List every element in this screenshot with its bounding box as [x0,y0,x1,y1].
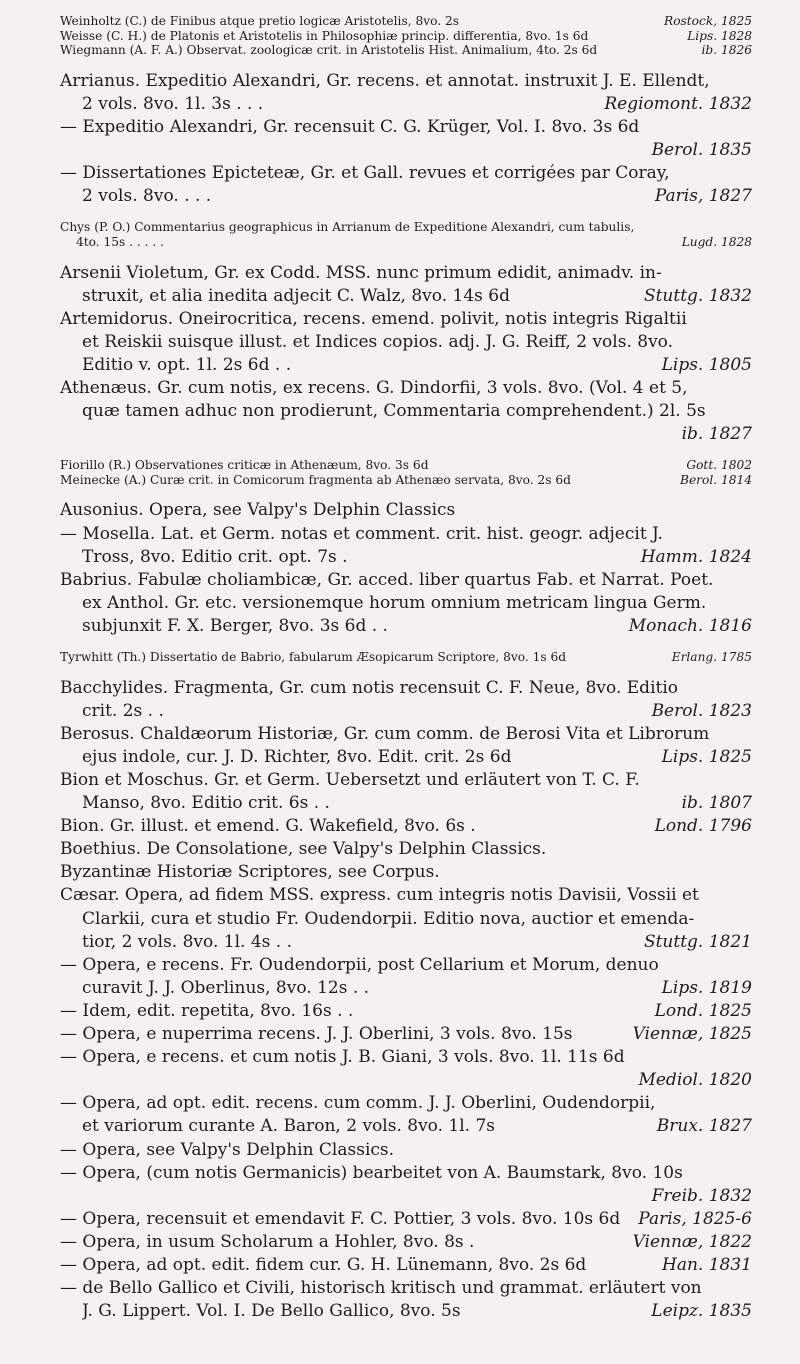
catalogue-entry [60,458,752,473]
entry-line [60,1185,752,1208]
entry-line [60,1139,752,1162]
small-print-section [60,14,752,58]
entry-imprint: Lips. 1825 [661,746,752,767]
entry-line [60,723,752,746]
main-entry-section [60,499,752,638]
entry-imprint: Freib. 1832 [651,1185,752,1206]
entry-line [60,29,752,44]
catalogue-entry [60,815,752,838]
entry-line [60,1300,752,1323]
section-gap [60,665,752,677]
entry-imprint: Brux. 1827 [656,1116,752,1137]
entry-text: Meinecke (A.) Curæ crit. in Comicorum fragmenta ab Athenæo servata, 8vo. 2s 6d [60,472,571,487]
small-print-section [60,650,752,665]
entry-line [60,977,752,1000]
entry-text: 4to. 15s . . . . . [76,234,165,249]
catalogue-entry [60,70,752,116]
entry-imprint: Regiomont. 1832 [604,93,752,114]
entry-line [60,14,752,29]
entry-text: Boethius. De Consolatione, see Valpy's Delphin Classics. [60,839,547,860]
entry-line [60,884,752,907]
entry-line [60,139,752,162]
entry-text: 2 vols. 8vo. 1l. 3s . . . [82,93,264,114]
entry-imprint: Viennæ, 1822 [632,1231,752,1252]
entry-imprint: Hamm. 1824 [640,546,752,567]
entry-text: — Opera, e recens. Fr. Oudendorpii, post Cellarium et Morum, denuo [60,954,659,975]
entry-text: 2 vols. 8vo. . . . [82,186,212,207]
section-gap [60,58,752,70]
catalogue-entry [60,1139,752,1162]
section-gap [60,638,752,650]
entry-text: crit. 2s . . [82,700,164,721]
entry-text: — Opera, (cum notis Germanicis) bearbeitet von A. Baumstark, 8vo. 10s [60,1162,683,1183]
catalogue-entry [60,220,752,249]
entry-line [60,473,752,488]
entry-line [60,650,752,665]
entry-text: Clarkii, cura et studio Fr. Oudendorpii. Editio nova, auctior et emenda- [82,908,695,929]
catalogue-entry [60,43,752,58]
entry-line [60,354,752,377]
entry-text: ejus indole, cur. J. D. Richter, 8vo. Edit. crit. 2s 6d [82,746,512,767]
catalogue-entry [60,14,752,29]
entry-text: — Opera, ad opt. edit. fidem cur. G. H. Lünemann, 8vo. 2s 6d [60,1254,587,1275]
catalogue-entry [60,769,752,815]
entry-line [60,308,752,331]
entry-line [60,1069,752,1092]
entry-line [60,1254,752,1277]
catalogue-entry [60,308,752,377]
entry-line [60,220,752,235]
entry-imprint: Stuttg. 1832 [643,285,752,306]
entry-line [60,931,752,954]
section-gap [60,250,752,262]
entry-line [60,1115,752,1138]
entry-text: Weisse (C. H.) de Platonis et Aristotelis in Philosophiæ princip. differentia, 8vo. 1s 6d [60,28,589,43]
catalogue-entry [60,1000,752,1023]
catalogue-entry [60,1208,752,1231]
entry-text: — de Bello Gallico et Civili, historisch kritisch und grammat. erläutert von [60,1278,702,1299]
entry-line [60,1162,752,1185]
entry-line [60,838,752,861]
entry-text: Bion et Moschus. Gr. et Germ. Uebersetzt und erläutert von T. C. F. [60,770,640,790]
entry-line [60,235,752,250]
entry-text: Cæsar. Opera, ad fidem MSS. express. cum integris notis Davisii, Vossii et [60,885,699,906]
catalogue-entry [60,1254,752,1277]
entry-text: J. G. Lippert. Vol. I. De Bello Gallico, 8vo. 5s [82,1301,461,1322]
entry-line [60,331,752,354]
entry-text: Tross, 8vo. Editio crit. opt. 7s . [82,546,348,567]
entry-line [60,43,752,58]
entry-text: struxit, et alia inedita adjecit C. Walz, 8vo. 14s 6d [82,285,510,306]
entry-line [60,746,752,769]
entry-imprint: Berol. 1814 [680,472,752,487]
entry-line [60,116,752,139]
main-entry-section [60,262,752,447]
entry-line [60,908,752,931]
entry-text: Byzantinæ Historiæ Scriptores, see Corpus. [60,862,440,883]
entry-line [60,615,752,638]
entry-line [60,815,752,838]
entry-line [60,377,752,400]
entry-line [60,185,752,208]
entry-line [60,1000,752,1023]
entry-line [60,400,752,423]
entry-line [60,1231,752,1254]
entry-text: — Expeditio Alexandri, Gr. recensuit C. G. Krüger, Vol. I. 8vo. 3s 6d [60,116,640,137]
entry-text: — Mosella. Lat. et Germ. notas et comment. crit. hist. geogr. adjecit J. [60,523,663,544]
entry-text: et Reiskii suisque illust. et Indices copios. adj. J. G. Reiff, 2 vols. 8vo. [82,331,674,352]
catalogue-entry [60,473,752,488]
entry-line [60,70,752,93]
entry-line [60,792,752,815]
entry-text: — Opera, see Valpy's Delphin Classics. [60,1139,395,1160]
entry-line [60,700,752,723]
entry-text: tior, 2 vols. 8vo. 1l. 4s . . [82,931,292,952]
entry-text: — Opera, ad opt. edit. recens. cum comm. J. J. Oberlini, Oudendorpii, [60,1093,656,1114]
small-print-section [60,458,752,487]
entry-text: Ausonius. Opera, see Valpy's Delphin Classics [60,500,456,521]
entry-imprint: Erlang. 1785 [671,650,752,665]
catalogue-entry [60,162,752,208]
entry-line [60,592,752,615]
entry-line [60,93,752,116]
entry-text: Arsenii Violetum, Gr. ex Codd. MSS. nunc primum edidit, animadv. in- [60,262,662,283]
entry-text: Artemidorus. Oneirocritica, recens. emend. polivit, notis integris Rigaltii [60,308,687,329]
entry-imprint: Gott. 1802 [686,458,752,473]
entry-line [60,1277,752,1300]
entry-imprint: Berol. 1835 [651,140,752,161]
entry-text: — Opera, e nuperrima recens. J. J. Oberlini, 3 vols. 8vo. 15s [60,1024,573,1045]
entry-text: Athenæus. Gr. cum notis, ex recens. G. Dindorfii, 3 vols. 8vo. (Vol. 4 et 5, [60,378,688,398]
entry-imprint: ib. 1827 [681,424,752,445]
entry-line [60,1046,752,1069]
entry-imprint: Stuttg. 1821 [643,931,752,952]
main-entry-section [60,677,752,1324]
catalogue-entry [60,650,752,665]
catalogue-entry [60,677,752,723]
catalogue-entry [60,1023,752,1046]
catalogue-entry [60,569,752,638]
entry-text: Fiorillo (R.) Observationes criticæ in Athenæum, 8vo. 3s 6d [60,458,429,473]
catalogue-entry [60,954,752,1000]
entry-line [60,1208,752,1231]
entry-imprint: Viennæ, 1825 [632,1024,752,1045]
entry-imprint: ib. 1826 [701,43,752,58]
entry-text: Chys (P. O.) Commentarius geographicus in Arrianum de Expeditione Alexandri, cum tabulis, [60,220,635,235]
entry-imprint: Lond. 1796 [654,816,752,837]
entry-imprint: Leipz. 1835 [651,1301,752,1322]
catalogue-entry [60,523,752,569]
catalogue-entry [60,499,752,522]
catalogue-entry [60,262,752,308]
entry-text: curavit J. J. Oberlinus, 8vo. 12s . . [82,977,370,998]
entry-text: — Idem, edit. repetita, 8vo. 16s . . [60,1000,354,1021]
entry-text: Bion. Gr. illust. et emend. G. Wakefield, 8vo. 6s . [60,816,476,837]
entry-imprint: Berol. 1823 [651,700,752,721]
entry-text: Babrius. Fabulæ choliambicæ, Gr. acced. liber quartus Fab. et Narrat. Poet. [60,569,714,590]
entry-imprint: Mediol. 1820 [638,1070,752,1091]
entry-text: Bacchylides. Fragmenta, Gr. cum notis recensuit C. F. Neue, 8vo. Editio [60,677,679,698]
entry-text: Arrianus. Expeditio Alexandri, Gr. recens. et annotat. instruxit J. E. Ellendt, [60,70,710,91]
catalogue-entry [60,884,752,953]
entry-text: — Opera, recensuit et emendavit F. C. Pottier, 3 vols. 8vo. 10s 6d [60,1208,621,1229]
entry-line [60,523,752,546]
entry-line [60,285,752,308]
catalogue-entry [60,1046,752,1092]
entry-imprint: Lond. 1825 [654,1000,752,1021]
catalogue-entry [60,1277,752,1323]
catalogue-entry [60,1162,752,1208]
entry-line [60,769,752,792]
entry-imprint: Lips. 1805 [661,354,752,375]
entry-imprint: Han. 1831 [662,1254,752,1275]
entry-text: Tyrwhitt (Th.) Dissertatio de Babrio, fabularum Æsopicarum Scriptore, 8vo. 1s 6d [60,650,567,665]
entry-imprint: ib. 1807 [681,793,752,814]
entry-line [60,677,752,700]
entry-imprint: Paris, 1825-6 [638,1208,752,1229]
catalogue-entry [60,861,752,884]
catalogue-entry [60,377,752,446]
entry-text: Weinholtz (C.) de Finibus atque pretio logicæ Aristotelis, 8vo. 2s [60,14,459,28]
entry-imprint: Rostock, 1825 [664,14,752,28]
entry-line [60,954,752,977]
entry-text: — Opera, e recens. et cum notis J. B. Giani, 3 vols. 8vo. 1l. 11s 6d [60,1047,625,1068]
section-gap [60,487,752,499]
catalogue-entry [60,1092,752,1138]
entry-line [60,262,752,285]
entry-line [60,162,752,185]
entry-imprint: Lips. 1819 [661,977,752,998]
entry-line [60,569,752,592]
section-gap [60,208,752,220]
entry-line [60,1092,752,1115]
entry-imprint: Lips. 1828 [687,28,752,43]
section-gap [60,446,752,458]
entry-line [60,1023,752,1046]
entry-line [60,499,752,522]
small-print-section [60,220,752,249]
catalogue-entry [60,723,752,769]
entry-text: — Dissertationes Epicteteæ, Gr. et Gall. revues et corrigées par Coray, [60,163,670,184]
entry-text: et variorum curante A. Baron, 2 vols. 8vo. 1l. 7s [82,1116,496,1137]
entry-text: ex Anthol. Gr. etc. versionemque horum omnium metricam lingua Germ. [82,592,707,613]
catalogue-entry [60,838,752,861]
catalogue-entry [60,1231,752,1254]
catalogue-entry [60,29,752,44]
entry-line [60,423,752,446]
entry-text: Manso, 8vo. Editio crit. 6s . . [82,793,330,814]
entry-line [60,458,752,473]
main-entry-section [60,70,752,209]
entry-line [60,861,752,884]
entry-text: — Opera, in usum Scholarum a Hohler, 8vo. 8s . [60,1231,475,1252]
entry-imprint: Lugd. 1828 [681,234,752,249]
entry-text: quæ tamen adhuc non prodierunt, Commentaria comprehendent.) 2l. 5s [82,401,706,422]
entry-line [60,546,752,569]
catalogue-entry [60,116,752,162]
entry-text: Wiegmann (A. F. A.) Observat. zoologicæ crit. in Aristotelis Hist. Animalium, 4to. 2s 6d [60,43,598,58]
entry-text: Editio v. opt. 1l. 2s 6d . . [82,354,292,375]
entry-imprint: Paris, 1827 [654,186,752,207]
entry-text: subjunxit F. X. Berger, 8vo. 3s 6d . . [82,615,388,636]
entry-imprint: Monach. 1816 [628,615,752,636]
entry-text: Berosus. Chaldæorum Historiæ, Gr. cum comm. de Berosi Vita et Librorum [60,723,710,744]
